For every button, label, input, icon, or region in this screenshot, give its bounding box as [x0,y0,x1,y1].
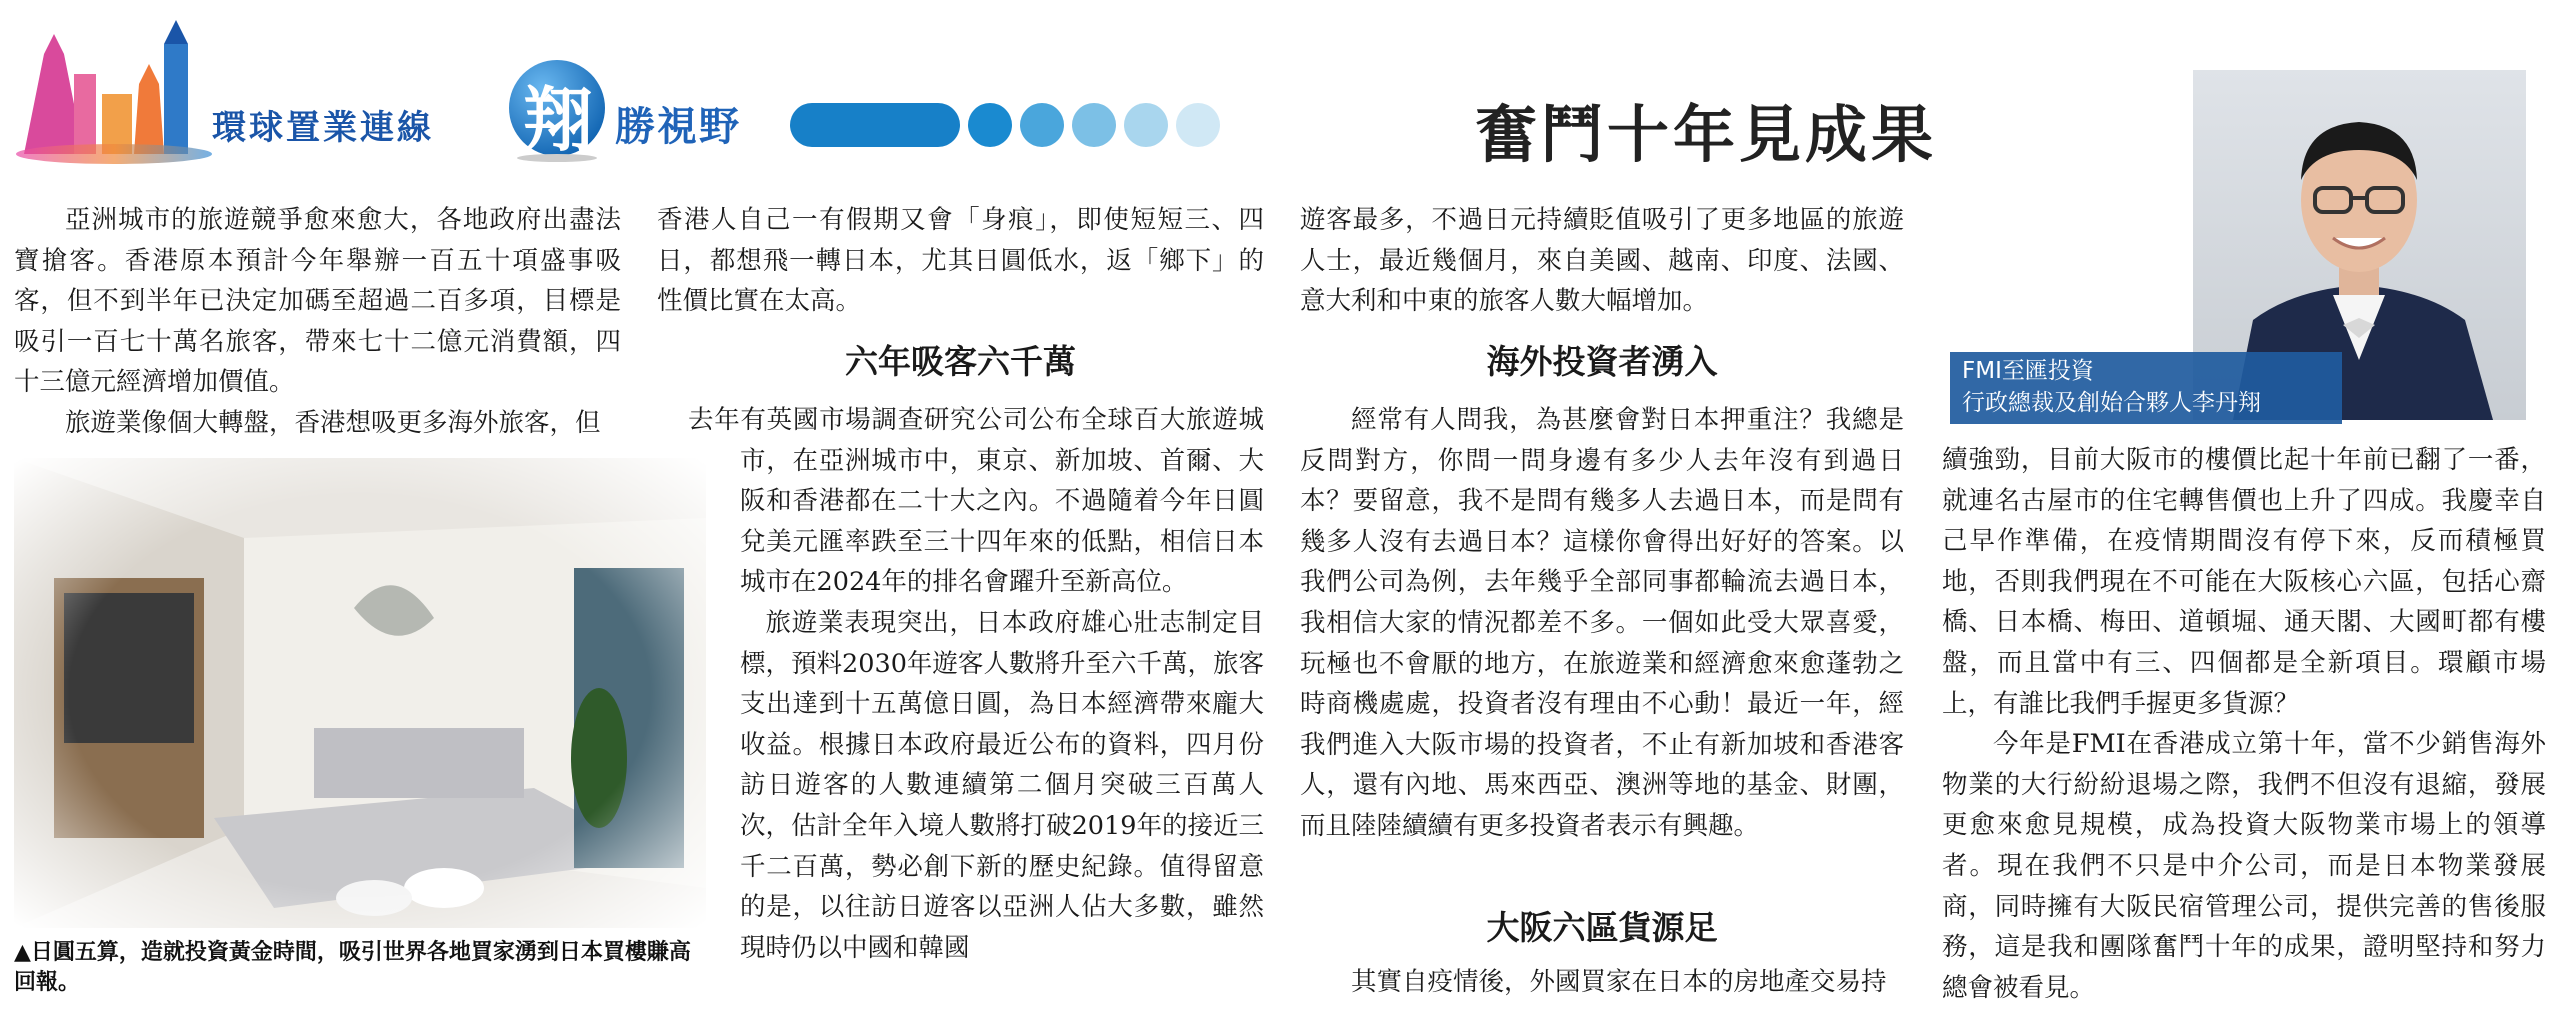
paragraph: 續強勁，目前大阪市的樓價比起十年前已翻了一番，就連名古屋市的住宅轉售價也上升了四成。我慶幸自己早作準備，在疫情期間沒有停下來，反而積極買地，否則我們現在不可能在大阪核心六區，包括心齋橋、日本橋、梅田、道頓堀、通天閣、大國町都有樓盤，而且當中有三、四個都是全新項目。環顧市場上，有誰比我們手握更多貨源？ [1942,445,2546,719]
paragraph: 遊客最多，不過日元持續貶值吸引了更多地區的旅遊人士，最近幾個月，來自美國、越南、印度、法國、意大利和中東的旅客人數大幅增加。 [1300,205,1904,317]
image-caption: ▲日圓五算，造就投資黃金時間，吸引世界各地買家湧到日本買樓賺高回報。 [14,940,691,995]
city-skyline-icon [14,14,214,164]
paragraph: 旅遊業表現突出，日本政府雄心壯志制定目標，預料2030年遊客人數將升至六千萬，旅客支出達到十五萬億日圓，為日本經濟帶來龐大收益。根據日本政府最近公布的資料，四月份訪日遊客的人數連續第二個月突破三百萬人次，估計全年入境人數將打破2019年的接近三千二百萬，勢必創下新的歷史紀錄。值得留意的是，以往訪日遊客以亞洲人佔大多數，雖然現時仍以中國和韓國 [740,607,1264,963]
decor-dot [1176,103,1220,147]
subheading: 六年吸客六千萬 [845,342,1076,381]
paragraph: 亞洲城市的旅遊競爭愈來愈大，各地政府出盡法寶搶客。香港原本預計今年舉辦一百五十項盛事吸客，但不到半年已決定加碼至超過二百多項，目標是吸引一百七十萬名旅客，帶來七十二億元消費額，四十三億元經濟增加價值。 [14,205,621,398]
portrait-caption-line2: 行政總裁及創始合夥人李丹翔 [1962,390,2261,416]
section-title: 勝視野 [615,104,741,150]
headline: 奮鬥十年見成果 [1475,98,1938,171]
column-1 [14,200,621,444]
paragraph: 其實自疫情後，外國買家在日本的房地產交易持 [1351,967,1887,997]
decor-dot [1072,103,1116,147]
subheading: 大阪六區貨源足 [1486,908,1718,947]
hotel-room-icon [14,458,706,928]
subheading: 海外投資者湧入 [1486,342,1718,381]
decor-dot [1020,103,1064,147]
column-2-top [657,200,1264,322]
paragraph: 今年是FMI在香港成立第十年，當不少銷售海外物業的大行紛紛退場之際，我們不但沒有退縮，發展更愈來愈見規模，成為投資大阪物業市場上的領導者。現在我們不只是中介公司，而是日本物業發展商，同時擁有大阪民宿管理公司，提供完善的售後服務，這是我和團隊奮鬥十年的成果，證明堅持和努力總會被看見。 [1942,729,2546,1003]
brand-name: 環球置業連線 [212,108,434,148]
column-3-bottom [1300,962,1904,1003]
paragraph: 經常有人問我，為甚麼會對日本押重注？我總是反問對方，你問一問身邊有多少人去年沒有到過日本？要留意，我不是問有幾多人去過日本，而是問有幾多人沒有去過日本？這樣你會得出好好的答案。以我們公司為例，去年幾乎全部同事都輪流去過日本，我相信大家的情況都差不多。一個如此受大眾喜愛，玩極也不會厭的地方，在旅遊業和經濟愈來愈蓬勃之時商機處處，投資者沒有理由不心動！最近一年，經我們進入大阪市場的投資者，不止有新加坡和香港客人，還有內地、馬來西亞、澳洲等地的基金、財團，而且陸陸續續有更多投資者表示有興趣。 [1300,405,1904,841]
section-glyph: 翔 [523,79,593,161]
column-2-indent [688,400,1264,968]
portrait-caption-line1: FMI至匯投資 [1962,358,2094,384]
paragraph: 旅遊業像個大轉盤，香港想吸更多海外旅客，但 [65,407,601,438]
paragraph: 香港人自己一有假期又會「身痕」，即使短短三、四日，都想飛一轉日本，尤其日圓低水，返「鄉下」的性價比實在太高。 [657,205,1264,317]
decor-dot [968,103,1012,147]
column-3-mid [1300,400,1904,847]
article-photo [14,458,706,928]
decor-dot [1124,103,1168,147]
column-3-top [1300,200,1904,322]
brand-logo [14,14,214,164]
decor-bar [790,103,960,147]
column-4 [1942,440,2546,1008]
paragraph: 去年有英國市場調查研究公司公布全球百大旅遊城市，在亞洲城市中，東京、新加坡、首爾、大阪和香港都在二十大之內。不過隨着今年日圓兌美元匯率跌至三十四年來的低點，相信日本城市在2024年的排名會躍升至新高位。 [688,405,1264,598]
